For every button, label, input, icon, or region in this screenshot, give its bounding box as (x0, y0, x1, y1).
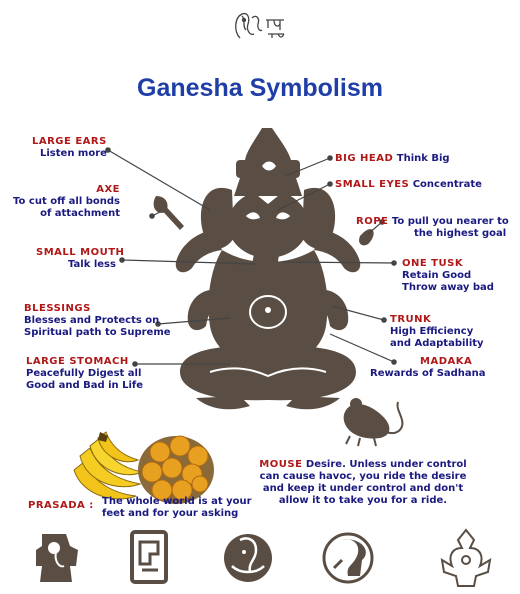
banana-bunch-icon (74, 432, 142, 499)
label-small-mouth (36, 247, 124, 271)
small-mouth-heading: SMALL MOUTH (36, 247, 125, 258)
ganesha-figure-illustration (154, 128, 374, 409)
one-tusk-line1: Retain Good (402, 270, 472, 281)
ganesha-icon-5 (442, 530, 490, 586)
label-madaka (370, 356, 486, 380)
axe-heading: AXE (96, 184, 120, 195)
large-stomach-line2: Good and Bad in Life (26, 380, 144, 391)
label-rope (356, 216, 509, 240)
ganesha-icon-3 (224, 534, 272, 582)
mouse-line4: allow it to take you for a ride. (278, 495, 448, 506)
trunk-line2: and Adaptability (390, 338, 484, 349)
large-ears-heading: LARGE EARS (32, 136, 107, 147)
label-small-eyes (335, 179, 482, 191)
small-mouth-text: Talk less (68, 259, 116, 270)
blessings-line2: Spiritual path to Supreme (24, 327, 171, 338)
label-large-stomach (26, 356, 143, 392)
label-mouse (258, 459, 468, 507)
rope-line1: To pull you nearer to (391, 216, 509, 227)
large-stomach-line1: Peacefully Digest all (26, 368, 142, 379)
ganesha-icon-4 (324, 534, 372, 582)
mouse-icon (344, 398, 403, 446)
big-head-text: Think Big (396, 153, 450, 164)
large-ears-text: Listen more (40, 148, 107, 159)
ganesha-icon-2 (132, 532, 166, 582)
big-head-heading: BIG HEAD (335, 153, 394, 164)
axe-line1: To cut off all bonds (13, 196, 120, 207)
axe-line2: of attachment (40, 208, 120, 219)
rope-heading: ROPE (356, 216, 389, 227)
page-title: Ganesha Symbolism (137, 74, 383, 102)
one-tusk-heading: ONE TUSK (402, 258, 464, 269)
mouse-line2: can cause havoc, you ride the desire (259, 471, 467, 482)
prasada-heading: PRASADA : (28, 500, 94, 511)
prasada-line1: The whole world is at your (102, 496, 252, 507)
prasada-line2: feet and for your asking (102, 508, 239, 519)
mouse-line3: and keep it under control and don't (262, 483, 464, 494)
prasada-text (102, 496, 252, 520)
blessings-heading: BLESSINGS (24, 303, 91, 314)
ganesha-icon-1 (36, 534, 78, 582)
label-axe (8, 184, 120, 220)
laddu-plate-icon (138, 436, 214, 504)
small-eyes-text: Concentrate (412, 179, 482, 190)
trunk-line1: High Efficiency (390, 326, 474, 337)
label-blessings (24, 303, 171, 339)
madaka-heading: MADAKA (420, 356, 473, 367)
blessings-line1: Blesses and Protects on (24, 315, 160, 326)
label-prasada (28, 500, 94, 512)
ganesha-logo-icon (236, 14, 284, 38)
label-large-ears (32, 136, 107, 160)
madaka-text: Rewards of Sadhana (370, 368, 486, 379)
mouse-heading: MOUSE (259, 459, 303, 470)
label-big-head (335, 153, 450, 165)
one-tusk-line2: Throw away bad (402, 282, 494, 293)
trunk-heading: TRUNK (390, 314, 432, 325)
label-one-tusk (402, 258, 494, 294)
large-stomach-heading: LARGE STOMACH (26, 356, 129, 367)
small-eyes-heading: SMALL EYES (335, 179, 410, 190)
mouse-line1: Desire. Unless under control (305, 459, 467, 470)
label-trunk (390, 314, 484, 350)
rope-line2: the highest goal (414, 228, 507, 239)
